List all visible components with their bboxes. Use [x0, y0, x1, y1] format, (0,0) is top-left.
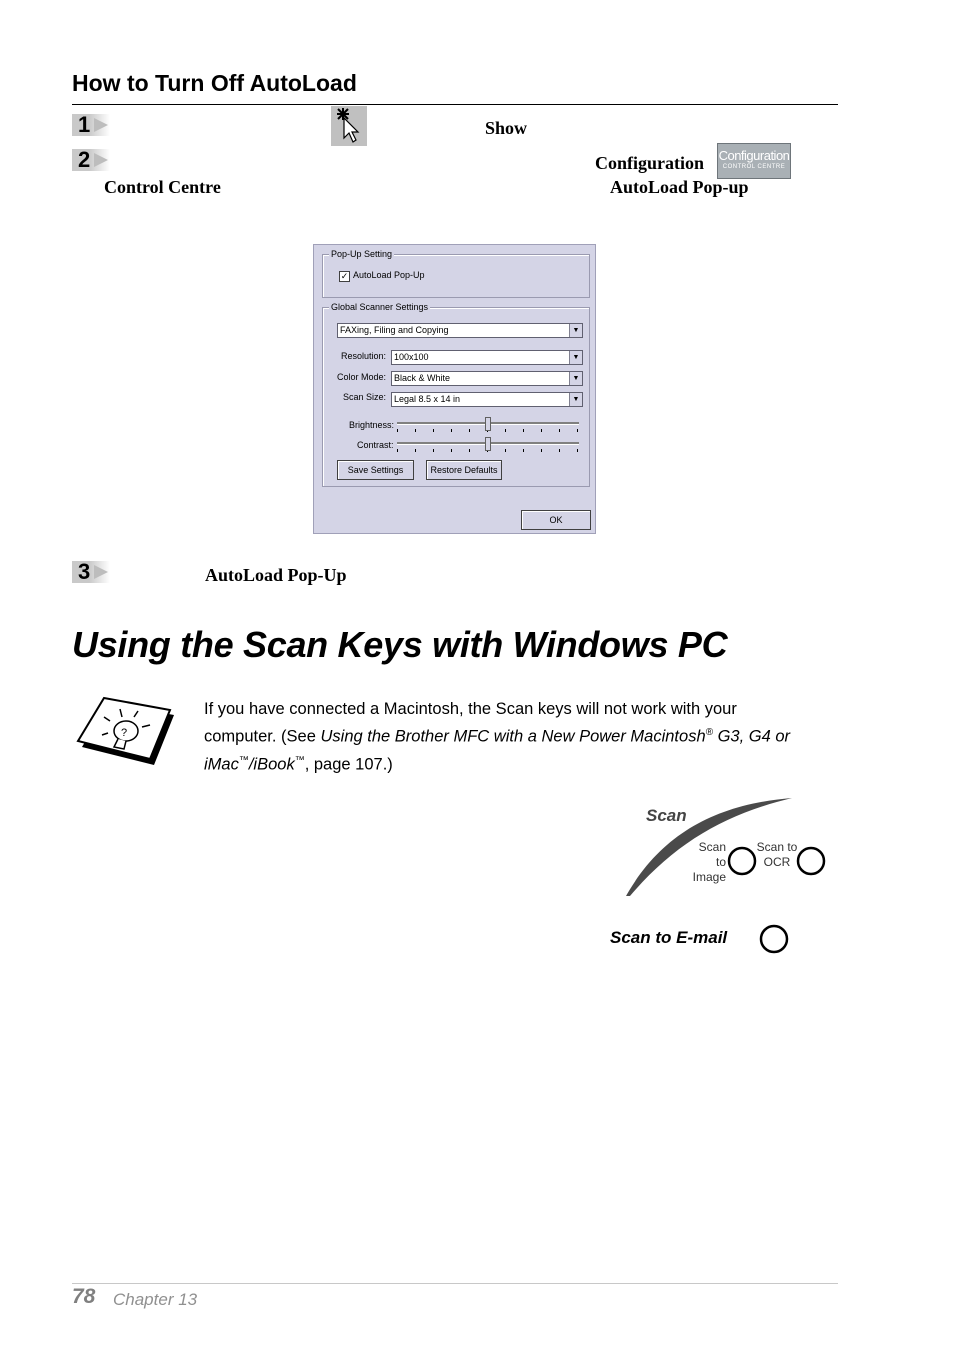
scan-to-email-button[interactable] [761, 926, 787, 952]
brightness-slider[interactable] [397, 417, 579, 431]
chevron-down-icon: ▼ [569, 372, 582, 385]
cursor-icon [331, 106, 367, 146]
resolution-value: 100x100 [394, 352, 429, 362]
heading-rule [72, 104, 838, 105]
scan-to-image-label: Scan to Image [692, 840, 726, 884]
scan-to-ocr-label: Scan to OCR [756, 840, 798, 869]
contrast-slider[interactable] [397, 437, 579, 451]
restore-defaults-button[interactable]: Restore Defaults [426, 460, 502, 480]
contrast-label: Contrast: [357, 440, 394, 450]
note-ibook: /iBook [248, 755, 295, 773]
global-settings-title: Global Scanner Settings [331, 302, 429, 312]
scan-keys-panel [606, 794, 836, 964]
step2-autoload-popup: AutoLoad Pop-up [610, 177, 749, 197]
brightness-label: Brightness: [349, 420, 395, 430]
note-imac: iMac [204, 755, 239, 773]
chapter-heading: Using the Scan Keys with Windows PC [72, 624, 728, 665]
scan-size-value: Legal 8.5 x 14 in [394, 394, 461, 404]
scan-size-select[interactable] [391, 392, 583, 407]
resolution-select[interactable] [391, 350, 583, 365]
step3-autoload-popup: AutoLoad Pop-Up [205, 565, 347, 585]
step-number-3: 3 [72, 561, 110, 583]
note-tm-2: ™ [294, 754, 305, 766]
scan-to-email-label: Scan to E-mail [610, 928, 728, 947]
chevron-down-icon: ▼ [569, 393, 582, 406]
step-number-2: 2 [72, 149, 110, 171]
popup-setting-group [322, 249, 590, 298]
popup-setting-title: Pop-Up Setting [331, 249, 393, 259]
footer-chapter: Chapter 13 [113, 1290, 198, 1309]
scan-size-label: Scan Size: [343, 392, 387, 402]
svg-text:?: ? [121, 727, 128, 739]
note-registered: ® [705, 727, 713, 738]
footer-rule [72, 1283, 838, 1284]
note-line2-italic: Using the Brother MFC with a New Power Macintosh [320, 727, 706, 746]
scan-to-image-button[interactable] [729, 848, 755, 874]
color-mode-label: Color Mode: [337, 372, 387, 382]
lightbulb-note-icon [74, 695, 178, 769]
brightness-thumb[interactable] [485, 417, 491, 431]
step1-show: Show [485, 118, 528, 138]
color-mode-value: Black & White [394, 373, 451, 383]
save-settings-button[interactable]: Save Settings [337, 460, 414, 480]
note-line1: If you have connected a Macintosh, the Scan keys will not work with your [204, 700, 737, 718]
config-button-label: Configuration [718, 148, 790, 163]
note-line2-tail: G3, G4 or [713, 727, 791, 746]
autoload-checkbox[interactable]: ✓ [340, 271, 349, 281]
mode-select[interactable] [337, 323, 583, 338]
contrast-thumb[interactable] [485, 437, 491, 451]
mac-note [204, 697, 844, 776]
note-tm-1: ™ [238, 754, 249, 766]
step-number-1: 1 [72, 114, 110, 136]
global-settings-group [322, 302, 590, 487]
section-heading: How to Turn Off AutoLoad [72, 70, 357, 96]
ok-button[interactable]: OK [521, 510, 591, 530]
config-button-sublabel: CONTROL CENTRE [722, 164, 786, 170]
color-mode-select[interactable] [391, 371, 583, 386]
autoload-label: AutoLoad Pop-Up [353, 270, 425, 280]
configuration-button[interactable] [717, 143, 791, 179]
step2-control-centre: Control Centre [104, 177, 221, 197]
note-line3-tail: , page 107.) [304, 755, 393, 773]
scan-to-ocr-button[interactable] [798, 848, 824, 874]
chevron-down-icon: ▼ [569, 324, 582, 337]
page-number: 78 [72, 1285, 96, 1308]
scanner-settings-dialog [313, 244, 596, 534]
chevron-down-icon: ▼ [569, 351, 582, 364]
note-line2-plain: computer. (See [204, 727, 321, 746]
scan-title: Scan [646, 806, 687, 825]
mode-value: FAXing, Filing and Copying [340, 325, 449, 335]
step2-configuration: Configuration [595, 153, 705, 173]
resolution-label: Resolution: [341, 351, 387, 361]
